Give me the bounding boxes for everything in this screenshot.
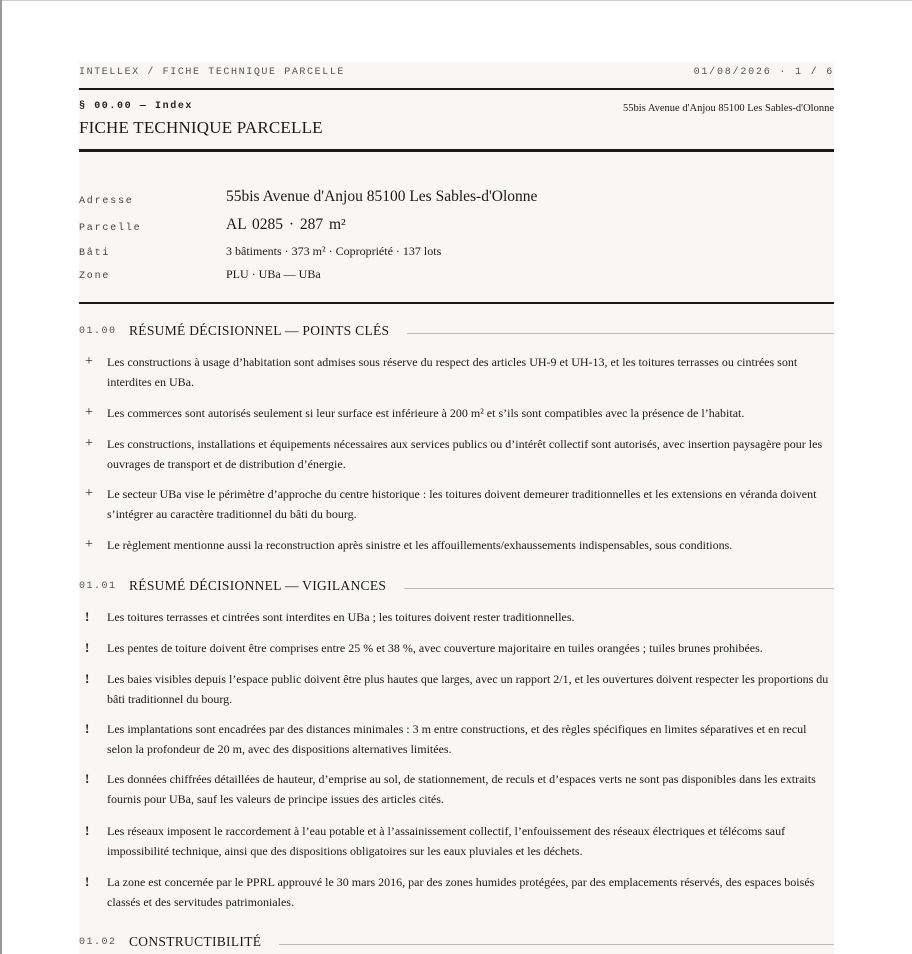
plus-marker: + (85, 436, 93, 451)
warning-marker: ! (85, 721, 90, 736)
window-left-border (0, 0, 2, 954)
warning-marker: ! (85, 671, 90, 686)
section-title: RÉSUMÉ DÉCISIONNEL — POINTS CLÉS (129, 323, 407, 339)
bati-value: 3 bâtiments · 373 m² · Copropriété · 137 lots (226, 244, 442, 258)
summary-rule (79, 302, 834, 304)
list-item-text: La zone est concernée par le PPRL approuvé le 30 mars 2016, par des zones humides protégées, par des emplacements réservés, des espaces boisés classés et des servitudes patrimoniales. (107, 875, 815, 909)
title-block (79, 90, 834, 149)
page-date-and-number: 01/08/2026 · 1 / 6 (693, 66, 834, 78)
section-number: 01.01 (79, 581, 117, 592)
list-item-text: Le règlement mentionne aussi la reconstruction après sinistre et les affouillements/exhaussements indispensables, sous conditions. (107, 538, 733, 552)
list-item-text: Les constructions à usage d’habitation sont admises sous réserve du respect des articles UH-9 et UH-13, et les toitures terrasses ou cintrées sont interdites en UBa. (107, 355, 798, 389)
zone-value: PLU · UBa — UBa (226, 267, 321, 281)
parcel-summary (79, 152, 834, 302)
warning-marker: ! (85, 609, 90, 624)
document-page (79, 62, 834, 954)
warning-marker: ! (85, 771, 90, 786)
adresse-value: 55bis Avenue d'Anjou 85100 Les Sables-d'Olonne (226, 188, 538, 205)
section-index-label: § 00.00 — Index (79, 101, 194, 112)
parcelle-label: Parcelle (79, 223, 142, 234)
warning-marker: ! (85, 640, 90, 655)
plus-marker: + (85, 354, 93, 369)
section-title: CONSTRUCTIBILITÉ (129, 934, 279, 950)
bati-label: Bâti (79, 248, 111, 259)
page-title: FICHE TECHNIQUE PARCELLE (79, 118, 323, 137)
plus-marker: + (85, 537, 93, 552)
running-header (79, 62, 834, 82)
list-item-text: Les données chiffrées détaillées de hauteur, d’emprise au sol, de stationnement, de reculs et d’espaces verts ne sont pas disponibles dans les extraits fournis pour UBa, sauf les valeurs de principe issues des articles cités. (107, 772, 816, 806)
window-top-border (0, 0, 912, 1)
title-address: 55bis Avenue d'Anjou 85100 Les Sables-d'Olonne (623, 103, 834, 114)
section-number: 01.00 (79, 326, 117, 337)
list-item-text: Les commerces sont autorisés seulement si leur surface est inférieure à 200 m² et s’ils sont compatibles avec la présence de l’habitat. (107, 406, 745, 420)
warning-marker: ! (85, 823, 90, 838)
list-item-text: Les toitures terrasses et cintrées sont interdites en UBa ; les toitures doivent rester traditionnelles. (107, 610, 575, 624)
section-number: 01.02 (79, 937, 117, 948)
running-header-title: INTELLEX / FICHE TECHNIQUE PARCELLE (79, 66, 346, 78)
list-item-text: Les réseaux imposent le raccordement à l’eau potable et à l’assainissement collectif, l’enfouissement des réseaux électriques et télécoms sauf impossibilité technique, ainsi que des dispositions obligatoires sur les eaux pluviales et les déchets. (107, 824, 786, 858)
section-title: RÉSUMÉ DÉCISIONNEL — VIGILANCES (129, 578, 404, 594)
zone-label: Zone (79, 271, 111, 282)
parcelle-value: AL 0285 · 287 m² (226, 216, 346, 233)
adresse-label: Adresse (79, 196, 134, 207)
plus-marker: + (85, 486, 93, 501)
list-item-text: Les pentes de toiture doivent être comprises entre 25 % et 38 %, avec couverture majoritaire en tuiles orangées ; tuiles brunes prohibées. (107, 641, 763, 655)
section-header-constructibilite (79, 934, 834, 952)
section-header-points-cles (79, 323, 834, 341)
plus-marker: + (85, 405, 93, 420)
list-item-text: Les implantations sont encadrées par des distances minimales : 3 m entre constructions, et des règles spécifiques en limites séparatives et en recul selon la profondeur de 20 m, avec des dispositions alternatives limitées. (107, 722, 807, 756)
list-item-text: Les constructions, installations et équipements nécessaires aux services publics ou d’intérêt collectif sont autorisés, avec insertion paysagère pour les ouvrages de transport et de distribution d’énergie. (107, 437, 823, 471)
warning-marker: ! (85, 874, 90, 889)
section-header-vigilances (79, 578, 834, 596)
list-item-text: Les baies visibles depuis l’espace public doivent être plus hautes que larges, avec un rapport 2/1, et les ouvertures doivent respecter les proportions du bâti traditionnel du bourg. (107, 672, 829, 706)
list-item-text: Le secteur UBa vise le périmètre d’approche du centre historique : les toitures doivent demeurer traditionnelles et les extensions en véranda doivent s’intégrer au caractère traditionnel du bâti du bourg. (107, 487, 817, 521)
